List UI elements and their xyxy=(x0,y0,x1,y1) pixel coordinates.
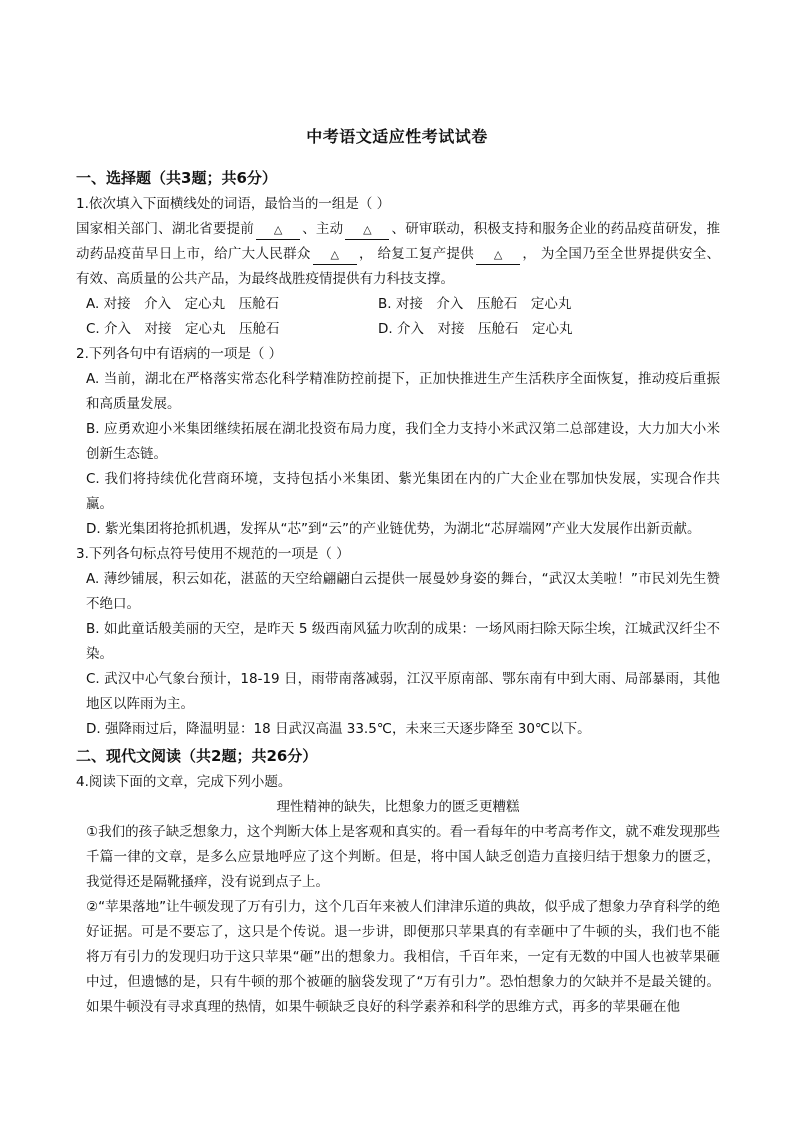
answer-blank: △ xyxy=(345,221,389,240)
question-1-stem: 1.依次填入下面横线处的词语，最恰当的一组是（ ） xyxy=(76,196,391,212)
article-paragraph-2: ②“苹果落地”让牛顿发现了万有引力，这个几百年来被人们津津乐道的典故，似乎成了想象力孕育科学的绝好证据。可是不要忘了，这只是个传说。退一步讲，即便那只苹果真的有幸砸中了牛顿的头，我们也不能将万有引力的发现归功于这只苹果“砸”出的想象力。我相信，千百年来，一定有无数的中国人也被苹果砸中过，但遗憾的是，只有牛顿的那个被砸的脑袋发现了“万有引力”。恐怕想象力的欠缺并不是最关键的。如果牛顿没有寻求真理的热情，如果牛顿缺乏良好的科学素养和科学的思维方式，再多的苹果砸在他 xyxy=(86,899,720,1015)
section-heading-choice: 一、选择题（共3题；共6分） xyxy=(76,169,277,187)
option-b: B. 如此童话般美丽的天空，是昨天 5 级西南风猛力吹刮的成果：一场风雨扫除天际尘埃，江城武汉纤尘不染。 xyxy=(86,621,720,662)
exam-content xyxy=(76,164,720,1020)
option-b: B. 对接 介入 压舱石 定心丸 xyxy=(378,296,572,312)
option-a: A. 薄纱铺展，积云如花，湛蓝的天空给翩翩白云提供一展曼妙身姿的舞台，“武汉太美啦！”市民刘先生赞不绝口。 xyxy=(86,571,720,612)
page-title: 中考语文适应性考试试卷 xyxy=(306,127,488,146)
question-1-passage xyxy=(76,217,720,292)
question-3-stem: 3.下列各句标点符号使用不规范的一项是（ ） xyxy=(76,546,350,562)
passage-text: 国家相关部门、湖北省要提前 xyxy=(76,221,255,237)
option-row xyxy=(76,292,720,317)
option-d: D. 强降雨过后，降温明显：18 日武汉高温 33.5℃，未来三天逐步降至 30℃以下。 xyxy=(86,721,591,737)
option-b: B. 应勇欢迎小米集团继续拓展在湖北投资布局力度，我们全力支持小米武汉第二总部建设，大力加大小米创新生态链。 xyxy=(86,421,720,462)
question-2-stem: 2.下列各句中有语病的一项是（ ） xyxy=(76,346,283,362)
option-row xyxy=(76,317,720,342)
passage-text: 、研审联动，积极支持和服务企业的药品疫苗研发，推动药品疫苗早日上市，给广大人民群众 xyxy=(76,221,721,262)
answer-blank: △ xyxy=(313,246,357,265)
option-d: D. 紫光集团将抢抓机遇，发挥从“芯”到“云”的产业链优势，为湖北“芯屏端网”产业大发展作出新贡献。 xyxy=(86,521,701,537)
article-title: 理性精神的缺失，比想象力的匮乏更糟糕 xyxy=(276,799,520,815)
question-4-stem: 4.阅读下面的文章，完成下列小题。 xyxy=(76,774,292,790)
option-c: C. 武汉中心气象台预计，18-19 日，雨带南落减弱，江汉平原南部、鄂东南有中到大雨、局部暴雨，其他地区以阵雨为主。 xyxy=(86,671,720,712)
passage-text: ， 给复工复产提供 xyxy=(358,246,475,262)
option-a: A. 当前，湖北在严格落实常态化科学精准防控前提下，正加快推进生产生活秩序全面恢复，推动疫后重振和高质量发展。 xyxy=(86,371,720,412)
article-paragraph-1: ①我们的孩子缺乏想象力，这个判断大体上是客观和真实的。看一看每年的中考高考作文，就不难发现那些千篇一律的文章，是多么应景地呼应了这个判断。但是，将中国人缺乏创造力直接归结于想象力的匮乏，我觉得还是隔靴搔痒，没有说到点子上。 xyxy=(86,824,720,890)
option-a: A. 对接 介入 定心丸 压舱石 xyxy=(86,296,280,312)
option-d: D. 介入 对接 压舱石 定心丸 xyxy=(378,321,573,337)
passage-text: 、主动 xyxy=(302,221,344,237)
answer-blank: △ xyxy=(476,246,520,265)
option-c: C. 我们将持续优化营商环境，支持包括小米集团、紫光集团在内的广大企业在鄂加快发展，实现合作共赢。 xyxy=(86,471,720,512)
option-c: C. 介入 对接 定心丸 压舱石 xyxy=(86,321,280,337)
section-heading-reading: 二、现代文阅读（共2题；共26分） xyxy=(76,747,318,765)
passage-text: ， 为全国乃至全世界提供安全、有效、高质量的公共产品，为最终战胜疫情提供有力科技支撑。 xyxy=(76,246,721,287)
answer-blank: △ xyxy=(256,221,300,240)
